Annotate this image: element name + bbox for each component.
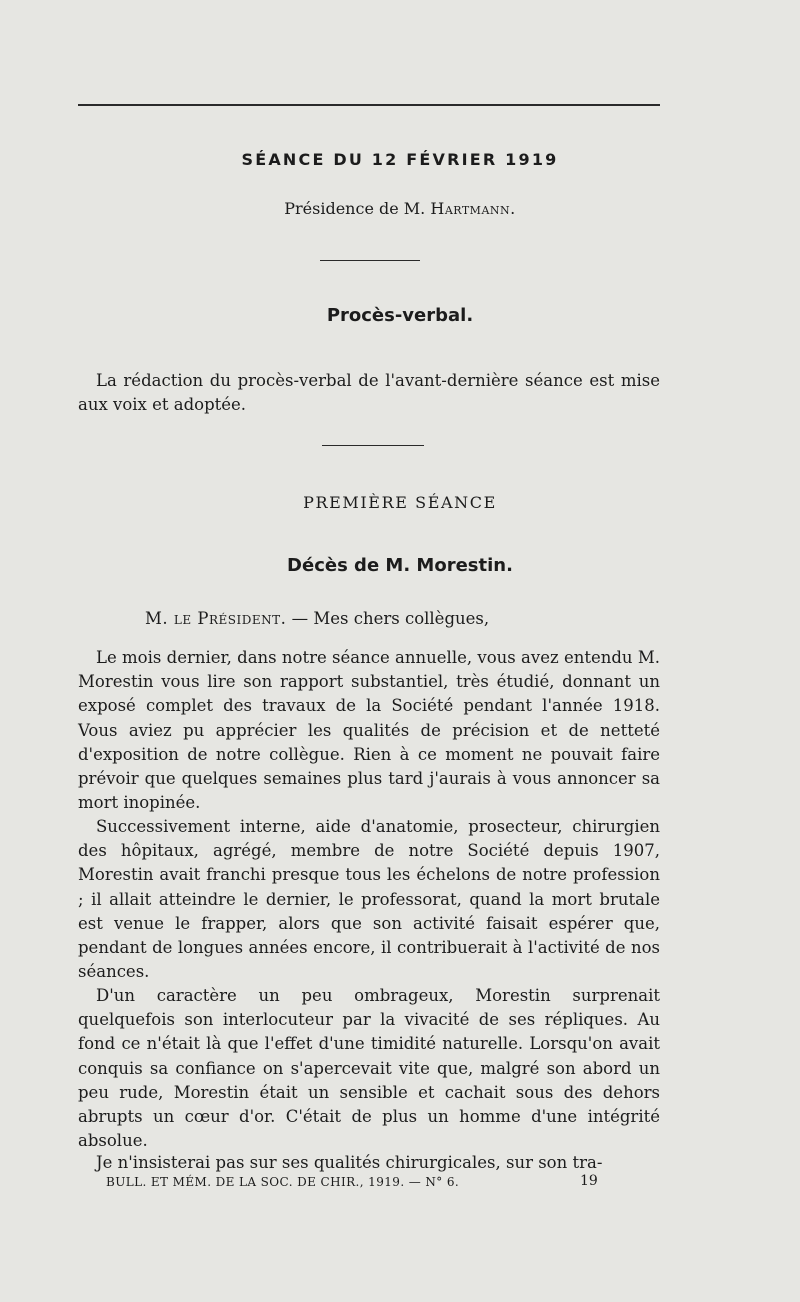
seance-date-heading: SÉANCE DU 12 FÉVRIER 1919 — [241, 150, 559, 169]
seance-label: PREMIÈRE SÉANCE — [303, 493, 497, 512]
section-divider-2 — [322, 445, 424, 446]
salutation: — Mes chers collègues, — [291, 609, 490, 628]
presidence-line — [0, 199, 800, 218]
president-name: Hartmann. — [430, 199, 516, 218]
deces-title: Décès de M. Morestin. — [287, 555, 513, 576]
section-divider-1 — [320, 260, 420, 261]
top-rule — [78, 104, 660, 106]
speech-paragraph: D'un caractère un peu ombrageux, Morestin surprenait quelquefois son interlocuteur par la vivacité de ses répliques. Au fond ce n'était là que l'effet d'une timidité naturelle. Lorsqu'on avait conquis sa confiance on s'apercevait vite que, malgré son abord un peu rude, Morestin était un sensible et cachait sous des dehors abrupts un cœur d'or. C'était de plus un homme d'une intégrité absolue. — [78, 986, 660, 1151]
proces-verbal-title: Procès-verbal. — [326, 305, 474, 326]
speech-paragraph: Successivement interne, aide d'anatomie, prosecteur, chirurgien des hôpitaux, agrégé, membre de notre Société depuis 1907, Morestin avait franchi presque tous les échelons de notre profession ; il allait atteindre le dernier, le professorat, quand la mort brutale est venue le frapper, alors que son activité faisait espérer que, pendant de longues années encore, il contribuerait à l'activité de nos séances. — [78, 817, 660, 982]
speaker-name: M. le Président. — [145, 609, 287, 628]
speaker-line — [145, 609, 489, 628]
speech-paragraph: Le mois dernier, dans notre séance annuelle, vous avez entendu M. Morestin vous lire son rapport substantiel, très étudié, donnant un exposé complet des travaux de la Société pendant l'année 1918. Vous aviez pu apprécier les qualités de précision et de netteté d'exposition de notre collègue. Rien à ce moment ne pouvait faire prévoir que quelques semaines plus tard j'aurais à vous annoncer sa mort inopinée. — [78, 648, 660, 813]
page-number: 19 — [580, 1173, 598, 1189]
presidence-prefix: Présidence de M. — [284, 199, 426, 218]
journal-footer: BULL. ET MÉM. DE LA SOC. DE CHIR., 1919. — N° 6. — [106, 1175, 460, 1189]
proces-verbal-text: La rédaction du procès-verbal de l'avant-dernière séance est mise aux voix et adoptée. — [78, 371, 660, 415]
speech-paragraph: Je n'insisterai pas sur ses qualités chirurgicales, sur son tra- — [96, 1153, 603, 1172]
